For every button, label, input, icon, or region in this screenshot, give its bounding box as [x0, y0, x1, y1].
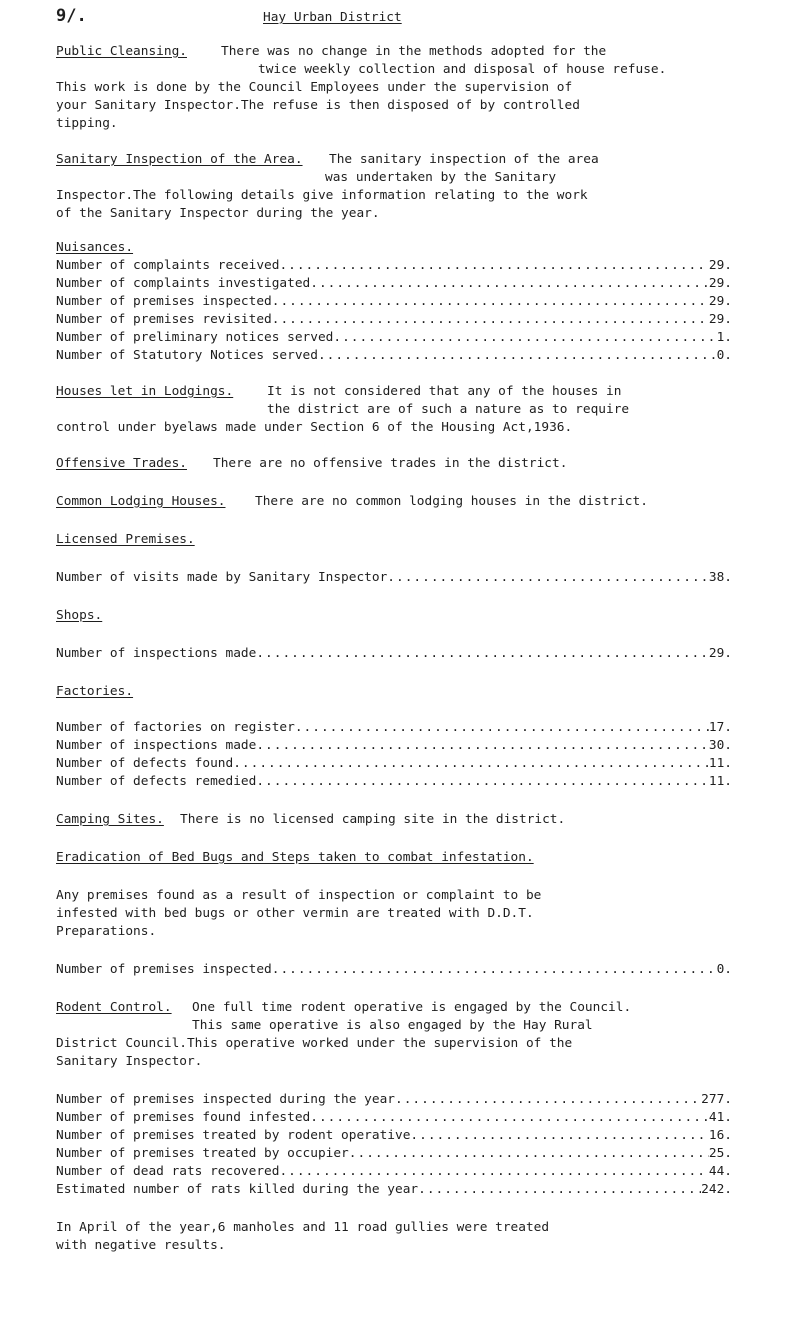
row-label: Number of factories on register	[56, 720, 295, 735]
row-label: Number of defects remedied	[56, 774, 257, 789]
row-value: 1.	[716, 330, 732, 345]
leader-dots	[333, 328, 716, 348]
row-label: Number of visits made by Sanitary Inspector	[56, 570, 388, 585]
nuisances-row	[56, 274, 732, 294]
paragraph-line: This work is done by the Council Employees under the supervision of	[56, 80, 573, 95]
paragraph-line: District Council.This operative worked under the supervision of the	[56, 1036, 573, 1051]
paragraph-line: The sanitary inspection of the area	[329, 152, 599, 167]
row-label: Number of premises revisited	[56, 312, 272, 327]
rodent-control-row	[56, 1108, 732, 1128]
section-heading: Public Cleansing.	[56, 44, 187, 59]
row-value: 38.	[708, 570, 732, 585]
leader-dots	[279, 256, 708, 276]
paragraph-line: There was no change in the methods adopted for the	[221, 44, 607, 59]
nuisances-row	[56, 292, 732, 312]
rodent-control-row	[56, 1162, 732, 1182]
page-title: Hay Urban District	[263, 10, 402, 25]
row-label: Number of premises inspected	[56, 294, 272, 309]
paragraph-line: One full time rodent operative is engaged by the Council.	[192, 1000, 632, 1015]
page-number: 9/.	[56, 6, 87, 26]
row-label: Number of premises inspected during the year	[56, 1092, 395, 1107]
paragraph-line: was undertaken by the Sanitary	[325, 170, 557, 185]
row-label: Number of inspections made	[56, 646, 257, 661]
section-heading: Camping Sites.	[56, 812, 164, 827]
nuisances-row	[56, 256, 732, 276]
row-value: 29.	[708, 312, 732, 327]
row-label: Number of premises treated by rodent operative	[56, 1128, 411, 1143]
row-label: Number of complaints investigated	[56, 276, 311, 291]
paragraph-line: Inspector.The following details give information relating to the work	[56, 188, 588, 203]
rodent-control-row	[56, 1126, 732, 1146]
nuisances-row	[56, 328, 732, 348]
paragraph-line: There is no licensed camping site in the district.	[180, 812, 566, 827]
section-heading: Sanitary Inspection of the Area.	[56, 152, 303, 167]
row-label: Number of premises treated by occupier	[56, 1146, 349, 1161]
nuisances-row	[56, 310, 732, 330]
row-label: Number of preliminary notices served	[56, 330, 334, 345]
licensed-premises-row	[56, 568, 732, 588]
paragraph-line: your Sanitary Inspector.The refuse is then disposed of by controlled	[56, 98, 580, 113]
leader-dots	[418, 1180, 701, 1200]
row-label: Estimated number of rats killed during the year	[56, 1182, 419, 1197]
row-value: 11.	[708, 756, 732, 771]
section-heading: Houses let in Lodgings.	[56, 384, 234, 399]
row-label: Number of inspections made	[56, 738, 257, 753]
paragraph-line: Sanitary Inspector.	[56, 1054, 203, 1069]
section-heading: Nuisances.	[56, 240, 134, 255]
paragraph-line: the district are of such a nature as to require	[267, 402, 630, 417]
row-label: Number of defects found	[56, 756, 234, 771]
paragraph-line: Preparations.	[56, 924, 157, 939]
leader-dots	[256, 644, 709, 664]
leader-dots	[272, 310, 709, 330]
section-heading: Eradication of Bed Bugs and Steps taken to combat infestation.	[56, 850, 534, 865]
leader-dots	[295, 718, 709, 738]
row-value: 277.	[701, 1092, 732, 1107]
row-value: 16.	[708, 1128, 732, 1143]
paragraph-line: This same operative is also engaged by the Hay Rural	[192, 1018, 593, 1033]
row-value: 0.	[716, 962, 732, 977]
leader-dots	[233, 754, 709, 774]
paragraph-line: There are no common lodging houses in the district.	[255, 494, 648, 509]
leader-dots	[256, 736, 709, 756]
leader-dots	[318, 346, 717, 366]
row-value: 29.	[708, 294, 732, 309]
bed-bugs-row	[56, 960, 732, 980]
row-value: 29.	[708, 258, 732, 273]
section-heading: Licensed Premises.	[56, 532, 195, 547]
paragraph-line: There are no offensive trades in the district.	[213, 456, 568, 471]
factories-row	[56, 754, 732, 774]
paragraph-line: infested with bed bugs or other vermin are treated with D.D.T.	[56, 906, 534, 921]
leader-dots	[256, 772, 709, 792]
paragraph-line: with negative results.	[56, 1238, 226, 1253]
row-value: 25.	[708, 1146, 732, 1161]
leader-dots	[272, 292, 709, 312]
shops-row	[56, 644, 732, 664]
paragraph-line: of the Sanitary Inspector during the year.	[56, 206, 380, 221]
paragraph-line: In April of the year,6 manholes and 11 road gullies were treated	[56, 1220, 550, 1235]
leader-dots	[387, 568, 709, 588]
rodent-control-row	[56, 1180, 732, 1200]
factories-row	[56, 718, 732, 738]
row-value: 17.	[708, 720, 732, 735]
row-value: 11.	[708, 774, 732, 789]
leader-dots	[279, 1162, 708, 1182]
row-value: 29.	[708, 276, 732, 291]
row-value: 41.	[708, 1110, 732, 1125]
row-label: Number of premises found infested	[56, 1110, 311, 1125]
rodent-control-row	[56, 1144, 732, 1164]
leader-dots	[272, 960, 717, 980]
paragraph-line: It is not considered that any of the houses in	[267, 384, 622, 399]
leader-dots	[310, 1108, 709, 1128]
leader-dots	[310, 274, 709, 294]
leader-dots	[395, 1090, 701, 1110]
row-value: 44.	[708, 1164, 732, 1179]
row-value: 29.	[708, 646, 732, 661]
section-heading: Factories.	[56, 684, 134, 699]
row-value: 0.	[716, 348, 732, 363]
nuisances-row	[56, 346, 732, 366]
section-heading: Common Lodging Houses.	[56, 494, 226, 509]
row-label: Number of complaints received	[56, 258, 280, 273]
rodent-control-row	[56, 1090, 732, 1110]
paragraph-line: Any premises found as a result of inspection or complaint to be	[56, 888, 542, 903]
section-heading: Rodent Control.	[56, 1000, 172, 1015]
leader-dots	[349, 1144, 709, 1164]
leader-dots	[410, 1126, 708, 1146]
row-value: 242.	[701, 1182, 732, 1197]
row-label: Number of Statutory Notices served	[56, 348, 318, 363]
paragraph-line: twice weekly collection and disposal of house refuse.	[258, 62, 667, 77]
section-heading: Offensive Trades.	[56, 456, 187, 471]
paragraph-line: control under byelaws made under Section 6 of the Housing Act,1936.	[56, 420, 573, 435]
row-label: Number of dead rats recovered	[56, 1164, 280, 1179]
factories-row	[56, 736, 732, 756]
factories-row	[56, 772, 732, 792]
row-label: Number of premises inspected	[56, 962, 272, 977]
row-value: 30.	[708, 738, 732, 753]
paragraph-line: tipping.	[56, 116, 118, 131]
section-heading: Shops.	[56, 608, 103, 623]
